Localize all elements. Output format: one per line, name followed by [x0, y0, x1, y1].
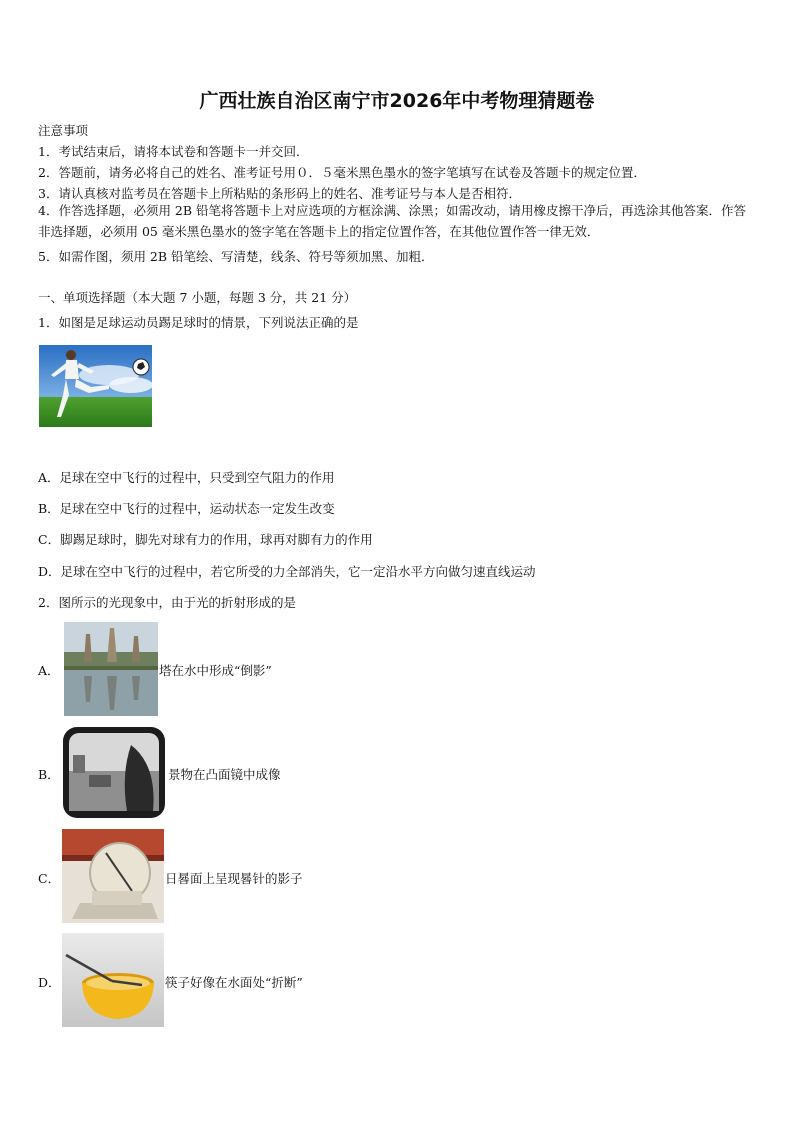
soccer-player-image	[39, 345, 152, 427]
question-1-option-d: D．足球在空中飞行的过程中，若它所受的力全部消失，它一定沿水平方向做匀速直线运动	[38, 564, 536, 579]
section-heading: 一、单项选择题（本大题 7 小题，每题 3 分，共 21 分）	[38, 290, 357, 305]
question-2-option-a-label: A．	[38, 663, 60, 678]
question-1-option-a: A．足球在空中飞行的过程中，只受到空气阻力的作用	[38, 470, 335, 485]
notice-heading: 注意事项	[38, 123, 89, 138]
question-2-option-c-text: 日晷面上呈现晷针的影子	[165, 871, 303, 886]
question-2-option-d-label: D．	[38, 975, 61, 990]
page-title: 广西壮族自治区南宁市2026年中考物理猜题卷	[199, 90, 595, 112]
question-2-option-b-label: B．	[38, 767, 60, 782]
question-2-option-c-label: C．	[38, 871, 61, 886]
pagoda-reflection-image	[64, 622, 158, 716]
notice-item-1: 1．考试结束后，请将本试卷和答题卡一并交回．	[38, 144, 309, 159]
notice-item-5: 5．如需作图，须用 2B 铅笔绘、写清楚，线条、符号等须加黑、加粗．	[38, 249, 434, 264]
question-1-option-b: B．足球在空中飞行的过程中，运动状态一定发生改变	[38, 501, 335, 516]
question-2-option-a-text: 塔在水中形成“倒影”	[159, 663, 272, 678]
question-2-option-d-text: 筷子好像在水面处“折断”	[165, 975, 303, 990]
question-1-option-c: C．脚踢足球时，脚先对球有力的作用，球再对脚有力的作用	[38, 532, 373, 547]
notice-item-4: 4．作答选择题，必须用 2B 铅笔将答题卡上对应选项的方框涂满、涂黑；如需改动，请用橡皮擦干净后，再选涂其他答案．作答非选择题，必须用 05 毫米黑色墨水的签字笔在答题卡上的指定位置作答，在其他位置作答一律无效．	[38, 203, 747, 239]
sundial-image	[62, 829, 164, 923]
chopsticks-bowl-image	[62, 933, 164, 1027]
notice-item-3: 3．请认真核对监考员在答题卡上所粘贴的条形码上的姓名、准考证号与本人是否相符．	[38, 186, 521, 201]
question-2-option-b-text: 景物在凸面镜中成像	[168, 767, 281, 782]
question-2-stem: 2．图所示的光现象中，由于光的折射形成的是	[38, 595, 296, 610]
question-1-stem: 1．如图是足球运动员踢足球时的情景，下列说法正确的是	[38, 315, 359, 330]
convex-mirror-image	[61, 725, 167, 820]
notice-item-2: 2．答题前，请务必将自己的姓名、准考证号用０．５毫米黑色墨水的签字笔填写在试卷及答题卡的规定位置．	[38, 165, 646, 180]
